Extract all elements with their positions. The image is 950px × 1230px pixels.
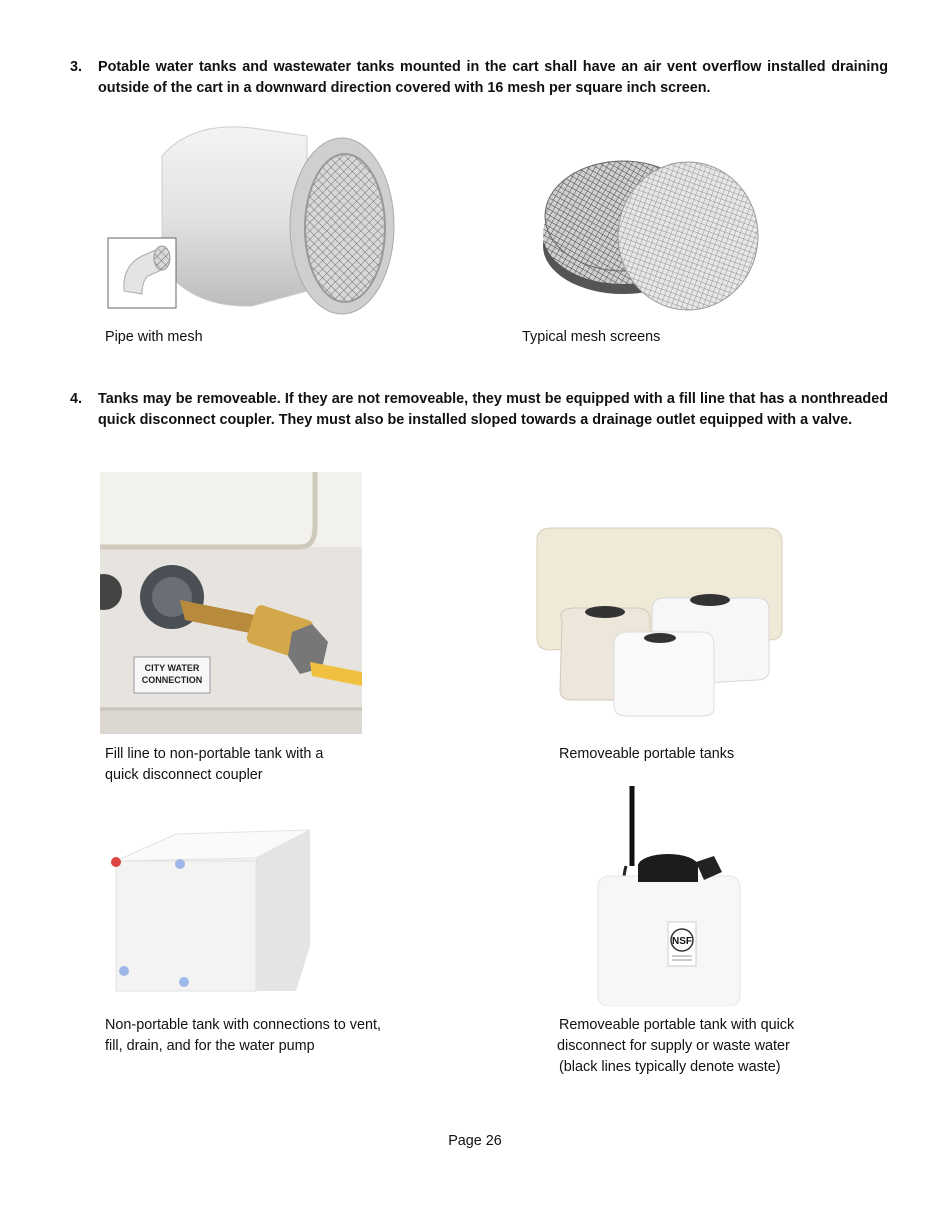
page-number: Page 26 (448, 1133, 502, 1149)
sign-line-2: CONNECTION (141, 675, 203, 685)
pipe-with-mesh-image (102, 116, 404, 318)
portable-tank-quick-caption-1: Removeable portable tank with quick (559, 1017, 795, 1033)
fill-line-image (100, 472, 362, 734)
portable-tank-quick-caption-3: (black lines typically denote waste) (559, 1059, 781, 1075)
item-number: 3. (70, 59, 83, 75)
nsf-label: NSF (672, 936, 692, 947)
non-portable-tank-image (106, 826, 312, 996)
mesh-screens-caption: Typical mesh screens (522, 329, 661, 345)
portable-tanks-image (532, 520, 788, 720)
portable-tank-quick-caption-2: disconnect for supply or waste water (557, 1038, 790, 1054)
sign-line-1: CITY WATER (144, 663, 200, 673)
fill-line-caption-1: Fill line to non-portable tank with a (105, 746, 324, 762)
portable-tank-quick-image (596, 786, 741, 1006)
pipe-with-mesh-caption: Pipe with mesh (105, 329, 203, 345)
non-portable-tank-caption-1: Non-portable tank with connections to vent, (105, 1017, 381, 1033)
list-item-3 (70, 57, 888, 99)
fill-line-caption-2: quick disconnect coupler (105, 767, 263, 783)
list-item-4 (70, 389, 888, 431)
mesh-screens-image (538, 116, 778, 314)
item-text: Potable water tanks and wastewater tanks mounted in the cart shall have an air vent overflow installed draining outside of the cart in a downward direction covered with 16 mesh per square inch screen. (98, 59, 888, 96)
item-number: 4. (70, 391, 83, 407)
portable-tanks-caption: Removeable portable tanks (559, 746, 735, 762)
item-text: Tanks may be removeable. If they are not removeable, they must be equipped with a fill line that has a nonthreaded quick disconnect coupler. They must also be installed sloped towards a drainage outlet equipped with a valve. (98, 391, 888, 428)
non-portable-tank-caption-2: fill, drain, and for the water pump (105, 1038, 315, 1054)
